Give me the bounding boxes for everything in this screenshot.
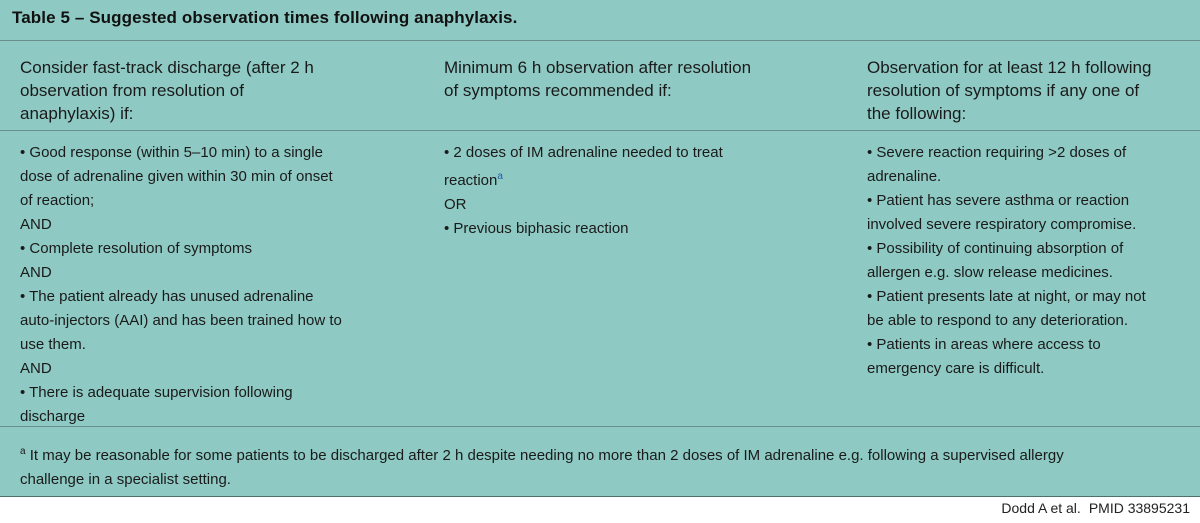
body-line: dose of adrenaline given within 30 min of onset [20,168,333,185]
footnote-line [20,440,1190,468]
footnote-text: It may be reasonable for some patients to be discharged after 2 h despite needing no more than 2 doses of IM adrenaline e.g. following a supervised allergy [25,447,1064,464]
body-line: • Severe reaction requiring >2 doses of [867,144,1127,161]
credit-pmid: PMID 33895231 [1088,500,1190,516]
divider-bottom [0,496,1200,497]
body-line: • There is adequate supervision following [20,384,293,401]
column-body-fast-track [20,141,390,429]
body-line: allergen e.g. slow release medicines. [867,264,1113,281]
body-line: emergency care is difficult. [867,360,1045,377]
body-line: auto-injectors (AAI) and has been trained how to [20,312,342,329]
body-line: be able to respond to any deterioration. [867,312,1129,329]
body-line: • Possibility of continuing absorption of [867,240,1124,257]
body-line: AND [20,264,52,281]
body-line: discharge [20,408,86,425]
body-line: • Good response (within 5–10 min) to a single [20,144,323,161]
column-body-12h [867,141,1187,381]
body-line: • Complete resolution of symptoms [20,240,253,257]
table-title: Table 5 – Suggested observation times following anaphylaxis. [12,8,518,27]
body-line: • Patients in areas where access to [867,336,1101,353]
body-line: • Patient presents late at night, or may not [867,288,1146,305]
header-line: of symptoms recommended if: [444,81,672,100]
body-line: • Patient has severe asthma or reaction [867,192,1130,209]
divider-header [0,130,1200,131]
divider-footnote [0,426,1200,427]
body-line: use them. [20,336,86,353]
column-header-6h [444,56,799,102]
body-line: • Previous biphasic reaction [444,220,629,237]
header-line: Observation for at least 12 h following [867,58,1152,77]
body-line-with-footnote [444,165,799,193]
body-line: of reaction; [20,192,95,209]
divider-top [0,40,1200,41]
body-line: AND [20,360,52,377]
source-credit [993,500,1190,516]
body-line: OR [444,196,467,213]
header-line: observation from resolution of [20,81,244,100]
body-line-text: reaction [444,172,498,189]
header-line: resolution of symptoms if any one of [867,81,1140,100]
column-header-fast-track [20,56,390,125]
body-line: involved severe respiratory compromise. [867,216,1137,233]
column-body-6h [444,141,799,241]
body-line: adrenaline. [867,168,942,185]
table-footnote [20,440,1190,492]
credit-author: Dodd A et al. [1001,500,1081,516]
header-line: anaphylaxis) if: [20,104,134,123]
header-line: Consider fast-track discharge (after 2 h [20,58,314,77]
footnote-marker: a [497,171,503,182]
column-header-12h [867,56,1187,125]
body-line: • 2 doses of IM adrenaline needed to treat [444,144,723,161]
footnote-marker: a [20,446,26,457]
body-line: • The patient already has unused adrenaline [20,288,314,305]
header-line: the following: [867,104,967,123]
footnote-line: challenge in a specialist setting. [20,471,231,488]
body-line: AND [20,216,52,233]
header-line: Minimum 6 h observation after resolution [444,58,752,77]
